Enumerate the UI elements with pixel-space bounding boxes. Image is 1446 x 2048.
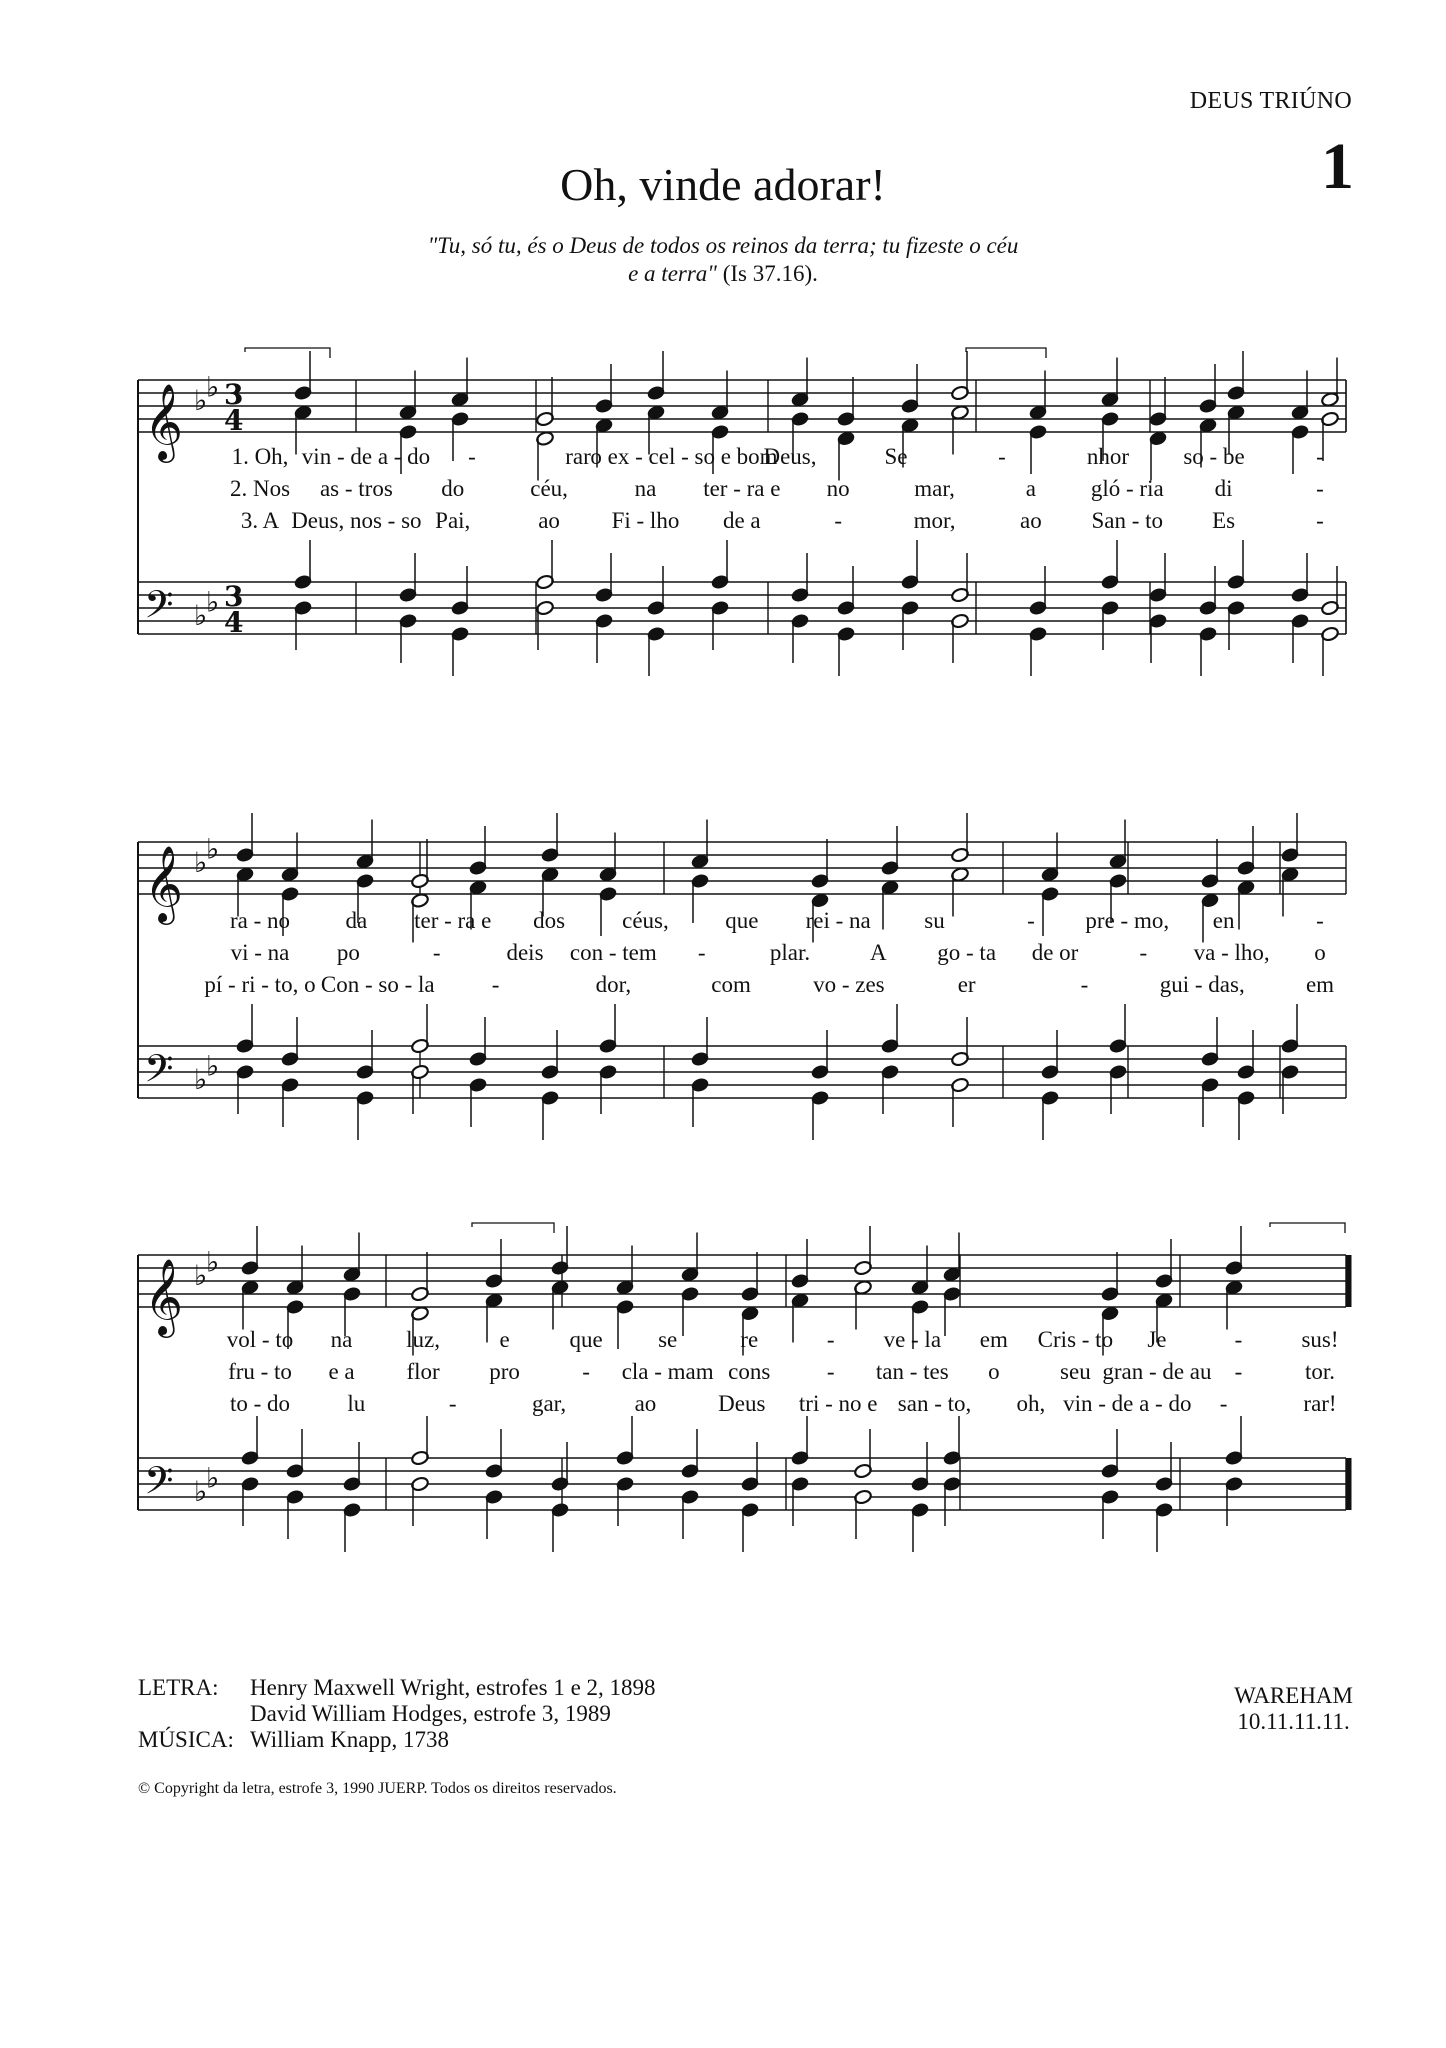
lyric-syllable: ao — [1020, 508, 1042, 533]
lyric-syllable: em — [1305, 972, 1335, 997]
lyric-syllable: va - lho, — [1193, 940, 1270, 965]
lyric-syllable: - — [697, 940, 706, 965]
lyric-syllable: 1. Oh, — [231, 444, 289, 469]
lyric-syllable: ao — [634, 1391, 657, 1416]
lyric-syllable: - — [491, 972, 500, 997]
lyric-syllable: dor, — [595, 972, 632, 997]
lyric-syllable: ao — [538, 508, 560, 533]
lyric-syllable: fru - to — [228, 1359, 292, 1384]
epigraph-reference: (Is 37.16). — [716, 261, 818, 286]
lyric-syllable: deis — [506, 940, 544, 965]
lyric-syllable: Se — [884, 444, 908, 469]
lyrics-author-1: Henry Maxwell Wright, estrofes 1 e 2, 1898 — [250, 1675, 656, 1700]
lyric-syllable: cons — [728, 1359, 771, 1384]
flat-icon: ♭ — [206, 585, 220, 619]
flat-icon: ♭ — [206, 1461, 220, 1495]
treble-clef-icon: 𝄞 — [144, 845, 184, 922]
phrase-bracket — [472, 1223, 554, 1233]
lyric-syllable: su — [924, 908, 945, 933]
lyric-syllable: oh, — [1016, 1391, 1046, 1416]
lyric-syllable: mor, — [913, 508, 956, 533]
lyric-syllable: cla - mam — [621, 1359, 714, 1384]
lyric-syllable: céus, — [622, 908, 669, 933]
lyric-syllable: - — [448, 1391, 457, 1416]
lyric-syllable: e — [499, 1327, 510, 1352]
lyric-syllable: vol - to — [226, 1327, 294, 1352]
lyric-syllable: céu, — [530, 476, 568, 501]
lyric-syllable: gló - ria — [1090, 476, 1164, 501]
lyric-syllable: 3. A — [240, 508, 280, 533]
flat-icon: ♭ — [194, 1259, 208, 1292]
lyric-syllable: en — [1212, 908, 1235, 933]
hymn-title: Oh, vinde adorar! — [560, 159, 886, 210]
treble-clef-icon: 𝄞 — [144, 1258, 184, 1335]
music-author: William Knapp, 1738 — [250, 1727, 450, 1752]
lyric-syllable: o — [988, 1359, 1000, 1384]
lyric-syllable: rei - na — [805, 908, 871, 933]
lyric-syllable: luz, — [406, 1327, 440, 1352]
lyric-syllable: flor — [406, 1359, 440, 1384]
lyric-syllable: na — [634, 476, 657, 501]
lyric-syllable: - — [1080, 972, 1089, 997]
hymn-number: 1 — [1321, 130, 1354, 203]
lyric-syllable: tri - no e — [798, 1391, 878, 1416]
lyric-syllable: re — [740, 1327, 759, 1352]
epigraph-line-1: "Tu, só tu, és o Deus de todos os reinos da terra; tu fizeste o céu — [427, 233, 1019, 258]
lyric-syllable: - — [998, 444, 1006, 469]
lyric-syllable: o ex - cel - so e bom — [590, 444, 778, 469]
flat-icon: ♭ — [206, 370, 220, 404]
lyric-syllable: e a — [328, 1359, 355, 1384]
lyric-syllable: Deus — [718, 1391, 766, 1416]
phrase-bracket — [1270, 1223, 1345, 1233]
lyric-syllable: da — [345, 908, 368, 933]
phrase-bracket — [966, 348, 1046, 358]
lyric-syllable: que — [725, 908, 759, 933]
lyric-syllable: vi - na — [230, 940, 290, 965]
time-signature-top: 3 — [224, 378, 244, 411]
lyric-syllable: - — [468, 444, 476, 469]
lyric-syllable: gar, — [531, 1391, 567, 1416]
lyric-syllable: que — [569, 1327, 603, 1352]
flat-icon: ♭ — [194, 1063, 208, 1096]
tune-info — [1234, 1683, 1353, 1735]
lyric-syllable: - — [1316, 444, 1324, 469]
bass-clef-icon: 𝄢 — [144, 1046, 174, 1100]
lyric-syllable: a — [1025, 476, 1037, 501]
lyric-syllable: vin - de a - do — [301, 444, 431, 469]
lyric-syllable: - — [826, 1327, 835, 1352]
lyric-syllable: Deus, — [763, 444, 817, 469]
lyric-syllable: plar. — [769, 940, 811, 965]
lyric-syllable: - — [826, 1359, 835, 1384]
lyric-syllable: gran - de au — [1102, 1359, 1212, 1384]
lyric-syllable: - — [1234, 1359, 1243, 1384]
lyric-syllable: Deus, nos - so — [291, 508, 422, 533]
lyric-syllable: - — [1316, 908, 1324, 933]
lyric-syllable: di — [1214, 476, 1233, 501]
lyric-syllable: san - to, — [897, 1391, 972, 1416]
lyric-syllable: de a — [722, 508, 761, 533]
bass-clef-icon: 𝄢 — [144, 582, 174, 636]
flat-icon: ♭ — [206, 1049, 220, 1083]
lyric-syllable: San - to — [1091, 508, 1164, 533]
lyric-syllable: de or — [1031, 940, 1079, 965]
lyric-syllable: seu — [1060, 1359, 1091, 1384]
lyric-syllable: Con - so - la — [320, 972, 435, 997]
lyric-syllable: to - do — [229, 1391, 291, 1416]
lyric-syllable: rar! — [1303, 1391, 1337, 1416]
lyric-syllable: na — [330, 1327, 353, 1352]
music-label: MÚSICA: — [138, 1727, 234, 1752]
copyright: © Copyright da letra, estrofe 3, 1990 JUERP. Todos os direitos reservados. — [138, 1780, 617, 1797]
lyrics-author-2: David William Hodges, estrofe 3, 1989 — [250, 1701, 611, 1726]
lyric-syllable: - — [1316, 508, 1324, 533]
lyric-syllable: - — [1234, 1327, 1243, 1352]
lyric-syllable: Je — [1147, 1327, 1167, 1352]
lyric-syllable: go - ta — [937, 940, 997, 965]
lyric-syllable: as - tros — [319, 476, 393, 501]
lyric-syllable: Cris - to — [1037, 1327, 1114, 1352]
lyric-syllable: er — [957, 972, 976, 997]
lyric-syllable: ter - ra e — [414, 908, 492, 933]
lyric-syllable: - — [582, 1359, 590, 1384]
lyric-syllable: mar, — [914, 476, 955, 501]
flat-icon: ♭ — [206, 1245, 220, 1279]
time-signature-top: 3 — [224, 580, 244, 613]
lyric-syllable: po — [336, 940, 360, 965]
lyric-syllable: tor. — [1304, 1359, 1336, 1384]
lyric-syllable: - — [1316, 476, 1324, 501]
lyric-syllable: con - tem — [569, 940, 657, 965]
lyric-syllable: A — [870, 940, 887, 965]
lyric-syllable: Es — [1212, 508, 1236, 533]
lyric-syllable: no — [826, 476, 850, 501]
lyric-syllable: pre - mo, — [1085, 908, 1170, 933]
tune-name: WAREHAM — [1234, 1683, 1353, 1708]
lyric-syllable: o — [1314, 940, 1326, 965]
phrase-bracket — [245, 348, 330, 358]
lyrics-label: LETRA: — [138, 1675, 219, 1700]
flat-icon: ♭ — [206, 832, 220, 866]
lyric-syllable: tan - tes — [875, 1359, 949, 1384]
meter: 10.11.11.11. — [1237, 1709, 1350, 1734]
treble-clef-icon: 𝄞 — [144, 383, 184, 460]
lyric-syllable: dos — [533, 908, 566, 933]
epigraph-line-2: e a terra" — [628, 261, 717, 286]
lyric-syllable: se — [658, 1327, 678, 1352]
bass-clef-icon: 𝄢 — [144, 1458, 174, 1512]
lyric-syllable: - — [834, 508, 843, 533]
lyric-syllable: Fi - lho — [611, 508, 680, 533]
lyric-syllable: pí - ri - to, o — [204, 972, 316, 997]
lyric-syllable: - — [1219, 1391, 1228, 1416]
time-signature-bottom: 4 — [224, 606, 244, 639]
time-signature-bottom: 4 — [224, 404, 244, 437]
lyric-syllable: - — [1027, 908, 1035, 933]
lyric-syllable: do — [441, 476, 465, 501]
lyric-syllable: so - be — [1183, 444, 1245, 469]
lyric-syllable: 2. Nos — [229, 476, 291, 501]
lyric-syllable: rar — [565, 444, 591, 469]
lyric-syllable: pro — [489, 1359, 520, 1384]
lyric-syllable: em — [979, 1327, 1008, 1352]
lyric-syllable: ra - no — [229, 908, 291, 933]
lyric-syllable: vo - zes — [813, 972, 885, 997]
lyric-syllable: lu — [347, 1391, 366, 1416]
flat-icon: ♭ — [194, 846, 208, 879]
lyric-syllable: sus! — [1301, 1327, 1339, 1352]
lyric-syllable: com — [711, 972, 751, 997]
lyric-syllable: gui - das, — [1159, 972, 1245, 997]
lyric-syllable: Pai, — [435, 508, 471, 533]
flat-icon: ♭ — [194, 384, 208, 417]
flat-icon: ♭ — [194, 599, 208, 632]
lyric-syllable: nhor — [1086, 444, 1130, 469]
lyric-syllable: ve - la — [883, 1327, 942, 1352]
lyric-syllable: - — [1139, 940, 1148, 965]
section-label: DEUS TRIÚNO — [1189, 88, 1352, 114]
lyric-syllable: ter - ra e — [703, 476, 781, 501]
lyric-syllable: vin - de a - do — [1063, 1391, 1192, 1416]
flat-icon: ♭ — [194, 1475, 208, 1508]
lyric-syllable: - — [432, 940, 441, 965]
credits-block — [138, 1675, 656, 1753]
